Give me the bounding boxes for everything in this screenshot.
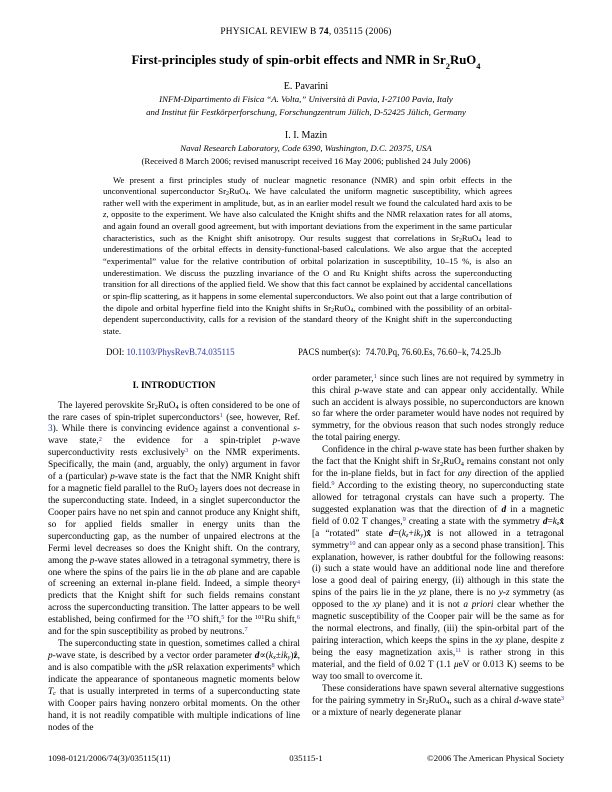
- text-segment: which indicate the appearance of spontaneous magnetic moments below: [48, 662, 300, 685]
- text-segment: remains constant not only for the in-plane fields, but in fact for: [312, 457, 564, 480]
- paper-title-text: First-principles study of spin-orbit effects and NMR in Sr: [131, 53, 446, 67]
- text-segment: in a magnetic field of 0.02 T changes,: [312, 504, 564, 527]
- text-segment: According to the existing theory, no superconducting state allowed for tetragonal crystals can have such a property. The suggested explanation was that the direction of: [312, 480, 564, 515]
- text-segment: z: [560, 635, 564, 646]
- text-segment: RuO: [334, 302, 351, 313]
- text-segment: ab: [206, 567, 216, 578]
- text-segment: SR relaxation experiments: [172, 662, 272, 673]
- text-segment: -wave state,: [48, 424, 300, 447]
- text-segment: -wave state and can appear only accidentally. While such an accident is always possible, no superconductors are known so far where the order parameter would have nodes not required by symmetry, for the obvious reason that such nodes strongly reduce the total pairing energy.: [312, 385, 564, 444]
- author-2-affiliation-1: Naval Research Laboratory, Code 6390, Washington, D.C. 20375, USA: [180, 143, 432, 153]
- citation-link[interactable]: 5: [221, 614, 225, 622]
- author-1-name: E. Pavarini: [283, 81, 329, 92]
- text-segment: s: [293, 424, 297, 435]
- text-segment: These considerations have spawn several alternative suggestions for the pairing symmetry in Sr: [312, 683, 564, 706]
- text-segment: eV or 0.013 K) seems to be way too small to overcome it.: [312, 659, 565, 682]
- doi-link[interactable]: 10.1103/PhysRevB.74.035115: [126, 346, 235, 357]
- text-segment: on the NMR experiments. Specifically, the main (and, arguably, the only) argument in favor of a (particular): [48, 448, 300, 483]
- abstract: [103, 175, 512, 338]
- text-segment: k: [552, 516, 557, 527]
- text-segment: We present a first principles study of nuclear magnetic resonance (NMR) and spin orbit effects in the unconventional superconductor Sr: [103, 174, 512, 197]
- text-segment: p: [89, 555, 95, 566]
- text-segment: RuO: [428, 695, 447, 706]
- text-segment: O shift,: [192, 615, 222, 626]
- text-segment: 4: [350, 308, 354, 315]
- section-heading-introduction: I. INTRODUCTION: [132, 380, 216, 391]
- text-segment: d: [542, 516, 548, 527]
- text-segment: (see, however, Ref.: [222, 412, 300, 423]
- text-segment: The superconducting state in question, sometimes called a chiral: [58, 639, 300, 650]
- journal-name: PHYSICAL REVIEW B: [220, 27, 320, 37]
- citation-link[interactable]: 3: [185, 447, 189, 455]
- text-segment: z: [505, 588, 510, 599]
- citation-link[interactable]: 1: [219, 411, 223, 419]
- text-segment: plane, there is no: [426, 588, 499, 599]
- left-column: [48, 374, 300, 735]
- text-segment: for the: [224, 615, 255, 626]
- text-segment: and can appear only as a second phase transition]. This explanation, however, is rather doubtful for the following reasons: (i) such a state would have an additional node line and therefore lose a good deal of pairing energy, (ii) although in this state the spins of the pairs lie in the: [312, 540, 564, 599]
- citation-link[interactable]: 4: [296, 578, 300, 586]
- text-segment: creating a state with the symmetry: [405, 516, 543, 527]
- citation-link[interactable]: 6: [296, 614, 301, 622]
- text-segment: p: [48, 650, 53, 661]
- text-segment: order parameter,: [312, 373, 374, 384]
- text-segment: x̂: [426, 528, 431, 539]
- text-segment: -: [502, 588, 506, 599]
- text-segment: direction of the applied field.: [312, 469, 564, 491]
- text-segment: d: [254, 650, 260, 661]
- text-segment: p: [414, 445, 420, 456]
- text-segment: y: [420, 532, 424, 540]
- issn-article-code: 1098-0121/2006/74(3)/035115(11): [48, 753, 171, 763]
- text-segment: or a mixture of nearly degenerate planar: [312, 707, 462, 718]
- author-1-affiliation-1: INFM-Dipartimento di Fisica “A. Volta,” Università di Pavia, I-27100 Pavia, Italy: [159, 94, 453, 104]
- text-segment: ∝(: [259, 650, 269, 661]
- citation-link[interactable]: 2: [98, 435, 102, 443]
- citation-link[interactable]: 8: [271, 662, 275, 670]
- text-segment: y: [287, 654, 291, 662]
- text-segment: and for the spin susceptibility as probed by neutrons.: [48, 627, 245, 638]
- text-segment: 4: [460, 460, 464, 468]
- citation-link[interactable]: 10: [349, 539, 356, 547]
- text-segment: [a “rotated” state: [312, 528, 389, 539]
- text-segment: T: [48, 686, 54, 697]
- text-segment: μ: [453, 659, 459, 670]
- copyright-notice: ©2006 The American Physical Society: [427, 753, 564, 763]
- text-segment: =(: [393, 528, 402, 539]
- text-segment: 2: [154, 404, 158, 411]
- text-segment: z: [103, 209, 107, 220]
- text-segment: d: [388, 528, 394, 539]
- text-segment: 17: [186, 614, 193, 622]
- doi-pacs-row: [0, 347, 612, 359]
- paper-title-subscript: 2: [445, 61, 450, 72]
- text-segment: y: [498, 588, 503, 599]
- author-2-name: I. I. Mazin: [284, 130, 328, 141]
- doi: [106, 347, 235, 357]
- text-segment: 2: [440, 460, 444, 468]
- text-segment: -wave state has been further shaken by the fact that the Knight shift in Sr: [312, 445, 565, 468]
- text-segment: -wave superconductivity rests exclusively: [48, 436, 300, 459]
- text-segment: , such as a chiral: [449, 695, 514, 706]
- text-segment: since such lines are not required by symmetry in this chiral: [312, 373, 564, 396]
- text-segment: lead to underestimations of the orbital effects in density-functional-based calculations. We also argue that the accepted “experimental” value for the relative contribution of orbital polarization in susceptibility, 10–15 %, is also an underestimation. We discuss the puzzling invariance of the O and Ru Knight shifts across the superconducting transition for all directions of the applied field. We show that this fact cannot be explained by accidental cancellations or spin-flip scattering, as it happens in some elemental superconductors. We also point out that a large contribution of the dipole and orbital hyperfine field into the Knight shifts in Sr: [103, 232, 513, 313]
- text-segment: is not allowed in a tetragonal symmetry: [312, 528, 565, 551]
- text-segment: ±: [275, 650, 281, 661]
- paragraph-continuation: [312, 374, 564, 446]
- doi-label: DOI:: [106, 346, 125, 357]
- text-segment: k: [401, 528, 406, 539]
- text-segment: 4: [478, 238, 482, 245]
- text-segment: any: [457, 469, 472, 480]
- text-segment: d: [513, 695, 519, 706]
- text-segment: p: [272, 436, 278, 447]
- text-segment: xy: [372, 600, 382, 611]
- journal-volume: 74: [319, 27, 329, 37]
- page-footer: [48, 753, 564, 764]
- journal-issue-info: , 035115 (2006): [328, 27, 392, 37]
- paragraph: [312, 684, 564, 720]
- text-segment: The layered perovskite Sr: [58, 400, 155, 411]
- text-segment: ik: [413, 528, 421, 539]
- text-segment: 2: [226, 191, 229, 198]
- text-segment: μ: [167, 662, 173, 673]
- text-segment: a priori: [463, 600, 494, 611]
- text-segment: ẑ: [293, 650, 298, 661]
- text-segment: 4: [245, 191, 249, 198]
- received-dates: (Received 8 March 2006; revised manuscript received 16 May 2006; published 24 July 2006): [141, 155, 471, 166]
- paragraph: [48, 639, 300, 734]
- text-segment: ): [290, 650, 294, 661]
- text-segment: x: [272, 654, 276, 662]
- text-segment: 2: [458, 238, 462, 245]
- text-segment: Confidence in the chiral: [322, 445, 415, 456]
- text-segment: 2: [425, 698, 429, 706]
- text-segment: being the easy magnetization axis,: [312, 647, 456, 658]
- text-segment: yz: [418, 588, 427, 599]
- text-segment: x̂: [559, 516, 564, 527]
- text-segment: z: [405, 532, 409, 540]
- text-segment: p: [354, 385, 360, 396]
- text-segment: . We have calculated the uniform magnetic susceptibility, which agrees rather well with the experiment in amplitude, but, as in an earlier model result we found the calculated hard axis to be: [103, 186, 512, 208]
- text-segment: k: [268, 650, 273, 661]
- citation-link[interactable]: 3: [560, 694, 564, 702]
- citation-link[interactable]: 9: [331, 480, 335, 488]
- text-segment: is rather strong in this material, and the field of 0.02 T (1.1: [312, 647, 565, 670]
- pacs: [298, 347, 501, 357]
- text-segment: is often considered to be one of the rare cases of spin-triplet superconductors: [48, 400, 300, 423]
- text-segment: RuO: [443, 457, 461, 468]
- paper-title: [60, 53, 552, 72]
- citation-link[interactable]: 3: [48, 424, 53, 435]
- text-segment: the evidence for a spin-triplet: [101, 436, 273, 447]
- journal-header: [0, 0, 612, 37]
- text-segment: , combined with the possibility of an orbital-dependent superconductivity, calls for a revision of the standard theory of the Knight shift in the superconducting state.: [103, 302, 513, 337]
- text-segment: 4: [446, 698, 450, 706]
- right-column: [312, 374, 564, 735]
- text-segment: 2: [194, 487, 198, 495]
- text-segment: RuO: [228, 186, 246, 197]
- text-segment: symmetry (as opposed to the: [312, 588, 565, 611]
- text-segment: predicts that the Knight shift for such fields remains constant across the superconducting transition. The latter appears to be well established, being confirmed for the: [48, 591, 300, 626]
- page-number: 035115-1: [289, 753, 323, 763]
- text-segment: clear whether the magnetic susceptibility of the Cooper pair will be the same as for the normal electrons, and finally, (iii) the spin-orbital part of the pairing interaction, which keeps the spins in the: [312, 600, 564, 646]
- text-segment: ik: [280, 650, 288, 661]
- text-segment: -wave state: [518, 695, 561, 706]
- text-segment: p: [110, 472, 115, 483]
- text-segment: xy: [495, 635, 504, 646]
- citation-link[interactable]: 7: [244, 626, 248, 634]
- citation-link[interactable]: 1: [373, 372, 377, 380]
- two-column-body: [48, 374, 564, 735]
- text-segment: -wave states allowed in a tetragonal symmetry, there is one where the spins of the pairs lie in the: [48, 555, 300, 578]
- text-segment: RuO: [157, 400, 176, 411]
- citation-link[interactable]: 9: [402, 515, 406, 523]
- text-segment: ): [423, 528, 427, 539]
- text-segment: layers does not decrease in the superconducting state. Indeed, in a singlet superconductor the Cooper pairs have no net spin and cannot produce any Knight shift, so for applied fields smaller in energy units than the superconducting gap, as the number of unpaired electrons at the Fermi level decreases so does the Knight shift. On the contrary, among the: [48, 484, 301, 566]
- paper-title-text: RuO: [449, 53, 477, 67]
- text-segment: 2: [331, 308, 335, 315]
- text-segment: , and is also compatible with the: [48, 650, 300, 673]
- author-1-affiliation-2: and Institut für Festkörperforschung, Forschungzentrum Jülich, D-52425 Jülich, Germany: [146, 106, 466, 117]
- text-segment: that is usually interpreted in terms of a superconducting state with Cooper pairs having nonzero orbital moments. On the other hand, it is not readily compatible with multiple indications of line nodes of the: [48, 686, 300, 733]
- text-segment: RuO: [461, 232, 479, 243]
- paragraph: [48, 401, 300, 639]
- pacs-label: PACS number(s):: [298, 346, 361, 357]
- text-segment: +: [408, 528, 414, 539]
- citation-link[interactable]: 11: [455, 647, 462, 655]
- paper-title-subscript: 4: [476, 61, 481, 72]
- text-segment: 4: [175, 404, 179, 411]
- text-segment: plane and are capable of screening an external in-plane field. Indeed, a simple theory: [48, 567, 300, 590]
- pacs-codes: 74.70.Pq, 76.60.Es, 76.60−k, 74.25.Jb: [365, 346, 501, 357]
- text-segment: =: [547, 516, 553, 527]
- text-segment: z: [556, 520, 560, 528]
- text-segment: plane, despite: [503, 635, 561, 646]
- text-segment: d: [501, 504, 507, 515]
- text-segment: c: [53, 690, 56, 698]
- text-segment: -wave state is the fact that the NMR Knight shift for a magnetic field parallel to the RuO: [48, 472, 300, 495]
- text-segment: , opposite to the experiment. We have also calculated the Knight shifts and the NMR relaxation rates for all atoms, and again found an overall good agreement, but with important deviations from the experiment in the same particular characteristics, such as the Knight shift anisotropy. Our results suggest that correlations in Sr: [103, 209, 512, 243]
- text-segment: -wave state, is described by a vector order parameter: [52, 650, 255, 661]
- text-segment: ). While there is convincing evidence against a conventional: [52, 424, 294, 435]
- text-segment: plane) and it is not: [381, 600, 464, 611]
- paragraph: [312, 445, 564, 683]
- text-segment: Ru shift,: [264, 615, 297, 626]
- text-segment: 101: [254, 614, 265, 622]
